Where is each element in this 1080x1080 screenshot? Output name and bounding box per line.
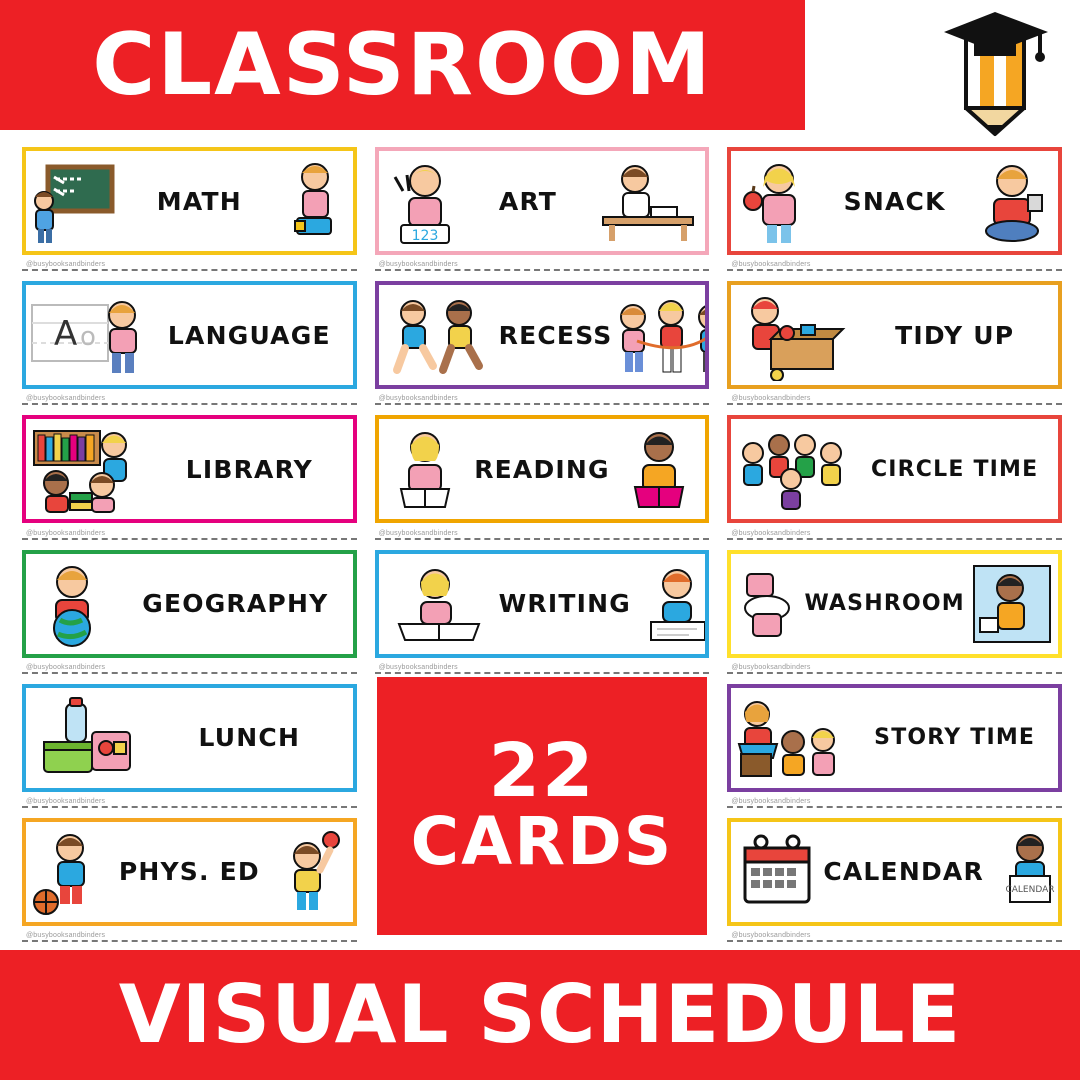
card-label: SNACK — [843, 186, 946, 216]
writing-boy-icon — [631, 558, 709, 650]
reading-girl-icon — [379, 423, 471, 515]
card-label: RECESS — [498, 320, 613, 350]
card-label: CALENDAR — [823, 857, 984, 887]
card-cell — [727, 680, 1062, 814]
card-calendar[interactable] — [727, 818, 1062, 926]
card-cell — [22, 143, 357, 277]
calendar-icon — [731, 826, 823, 918]
cut-line — [727, 538, 1062, 540]
card-reading[interactable] — [375, 415, 710, 523]
cut-line — [22, 403, 357, 405]
card-cell — [727, 546, 1062, 680]
cut-line — [375, 403, 710, 405]
watermark: @busybooksandbinders — [731, 663, 811, 671]
watermark: @busybooksandbinders — [378, 261, 458, 269]
watermark: @busybooksandbinders — [731, 395, 811, 403]
footer-band — [0, 950, 1080, 1080]
letter-tracing-icon — [26, 289, 146, 381]
watermark: @busybooksandbinders — [26, 395, 106, 403]
card-cell — [22, 277, 357, 411]
watermark: @busybooksandbinders — [378, 529, 458, 537]
card-label: CIRCLE TIME — [870, 456, 1039, 482]
card-cell — [727, 143, 1062, 277]
jumprope-children-icon — [613, 289, 710, 381]
card-cell — [727, 277, 1062, 411]
toy-box-child-icon — [731, 289, 851, 381]
card-label: TIDY UP — [895, 320, 1015, 350]
ball-child-icon — [261, 826, 353, 918]
watermark: @busybooksandbinders — [378, 663, 458, 671]
cut-line — [22, 269, 357, 271]
card-math[interactable] — [22, 147, 357, 255]
cut-line — [22, 538, 357, 540]
card-cell — [22, 680, 357, 814]
card-label: PHYS. ED — [118, 857, 260, 887]
calendar-child-icon — [984, 826, 1062, 918]
cut-line — [727, 940, 1062, 942]
card-label: READING — [474, 454, 610, 484]
watermark: @busybooksandbinders — [26, 663, 106, 671]
svg-text:o: o — [80, 322, 96, 353]
lunchbox-icon — [26, 692, 146, 784]
footer-title: VISUAL SCHEDULE — [118, 968, 962, 1061]
watermark: @busybooksandbinders — [26, 932, 106, 939]
toilet-icon — [731, 558, 803, 650]
cut-line — [375, 538, 710, 540]
apple-girl-icon — [731, 155, 823, 247]
card-label: GEOGRAPHY — [142, 589, 329, 618]
svg-text:123: 123 — [411, 228, 439, 244]
svg-text:A: A — [54, 314, 78, 355]
watermark: @busybooksandbinders — [731, 932, 811, 939]
graduation-cap-pencil-icon — [936, 6, 1056, 138]
cut-line — [375, 269, 710, 271]
watermark: @busybooksandbinders — [378, 395, 458, 403]
cut-line — [22, 806, 357, 808]
card-cell — [22, 814, 357, 948]
card-label: MATH — [156, 186, 242, 216]
card-phys-ed[interactable] — [22, 818, 357, 926]
card-washroom[interactable] — [727, 550, 1062, 658]
card-recess[interactable] — [375, 281, 710, 389]
svg-text:CALENDAR: CALENDAR — [1005, 884, 1055, 895]
card-label: LUNCH — [198, 723, 301, 753]
card-label: LANGUAGE — [167, 320, 331, 350]
watermark: @busybooksandbinders — [26, 261, 106, 269]
card-label: LIBRARY — [185, 454, 313, 484]
card-geography[interactable] — [22, 550, 357, 658]
card-art[interactable] — [375, 147, 710, 255]
watermark: @busybooksandbinders — [731, 529, 811, 537]
teacher-reading-icon — [731, 692, 851, 784]
cut-line — [727, 672, 1062, 674]
card-snack[interactable] — [727, 147, 1062, 255]
card-lunch[interactable] — [22, 684, 357, 792]
card-cell — [375, 143, 710, 277]
blocks-child-icon — [281, 155, 353, 247]
cut-line — [22, 672, 357, 674]
card-label: WASHROOM — [804, 591, 965, 616]
card-cell — [22, 411, 357, 545]
card-cell — [375, 546, 710, 680]
drawing-child-icon — [585, 155, 705, 247]
running-children-icon — [379, 289, 499, 381]
watermark: @busybooksandbinders — [731, 797, 811, 805]
cut-line — [727, 806, 1062, 808]
writing-girl-icon — [379, 558, 499, 650]
watermark: @busybooksandbinders — [26, 797, 106, 805]
watermark: @busybooksandbinders — [26, 529, 106, 537]
cards-count-word: CARDS — [410, 802, 674, 880]
header-band — [0, 0, 805, 130]
cut-line — [22, 940, 357, 942]
handwashing-child-icon — [966, 558, 1058, 650]
card-label: STORY TIME — [874, 725, 1036, 751]
reading-child-icon — [613, 423, 705, 515]
card-label: WRITING — [498, 589, 631, 618]
globe-child-icon — [26, 558, 118, 650]
cards-count-badge — [377, 677, 707, 935]
card-label: ART — [498, 186, 558, 216]
snack-child-icon — [966, 155, 1058, 247]
cut-line — [727, 403, 1062, 405]
card-tidy-up[interactable] — [727, 281, 1062, 389]
card-story-time[interactable] — [727, 684, 1062, 792]
cut-line — [727, 269, 1062, 271]
bookshelf-children-icon — [26, 423, 146, 515]
card-cell — [375, 411, 710, 545]
card-circle-time[interactable] — [727, 415, 1062, 523]
card-cell — [375, 277, 710, 411]
card-language[interactable] — [22, 281, 357, 389]
card-cell — [727, 411, 1062, 545]
cards-count-number: 22 — [488, 728, 596, 815]
cut-line — [375, 672, 710, 674]
page-title: CLASSROOM — [92, 15, 713, 115]
chalkboard-child-icon — [26, 155, 118, 247]
children-circle-icon — [731, 423, 851, 515]
card-library[interactable] — [22, 415, 357, 523]
watermark: @busybooksandbinders — [731, 261, 811, 269]
card-writing[interactable] — [375, 550, 710, 658]
card-cell — [22, 546, 357, 680]
card-cell — [727, 814, 1062, 948]
basketball-child-icon — [26, 826, 118, 918]
paint-girl-icon — [379, 155, 471, 247]
